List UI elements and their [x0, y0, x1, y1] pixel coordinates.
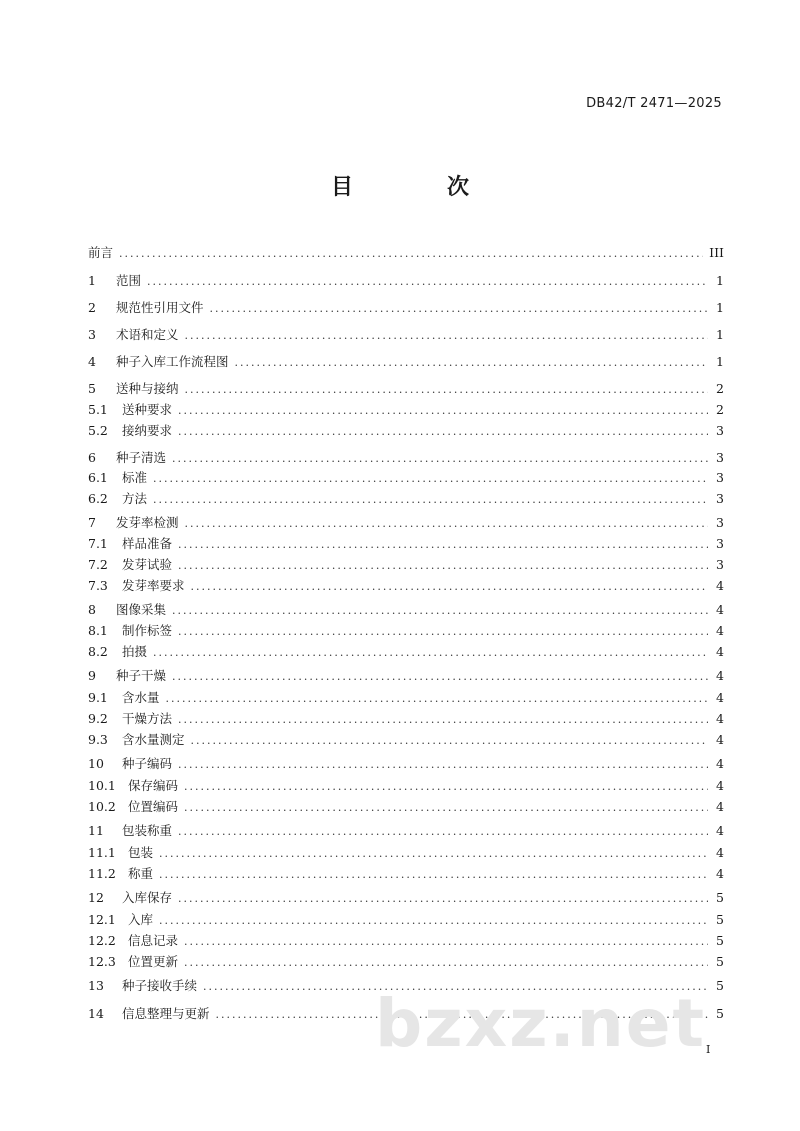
toc-entry[interactable] [88, 325, 724, 345]
toc-entry[interactable] [88, 576, 724, 596]
toc-entry-label: 样品准备 [122, 536, 173, 551]
toc-leader-dots [184, 956, 708, 969]
toc-entry-label: 位置编码 [128, 799, 179, 814]
toc-leader-dots [166, 692, 708, 705]
toc-entry-number: 10.1 [88, 778, 116, 793]
toc-entry-label: 接纳要求 [122, 423, 173, 438]
toc-leader-dots [178, 625, 708, 638]
toc-entry-number: 9.1 [88, 690, 108, 705]
toc-entry-number: 13 [88, 978, 104, 993]
toc-leader-dots [178, 713, 708, 726]
toc-entry-number: 10 [88, 756, 104, 771]
toc-entry[interactable] [88, 555, 724, 575]
toc-entry-page: 5 [716, 933, 724, 948]
toc-leader-dots [178, 404, 708, 417]
toc-leader-dots [210, 302, 708, 315]
toc-entry-page: 4 [716, 866, 724, 881]
toc-entry-label: 信息整理与更新 [122, 1006, 210, 1021]
toc-entry-page: III [709, 245, 724, 260]
toc-entry[interactable] [88, 666, 724, 686]
toc-entry[interactable] [88, 931, 724, 951]
toc-entry[interactable] [88, 421, 724, 441]
toc-leader-dots [172, 670, 708, 683]
toc-entry-label: 入库 [128, 912, 154, 927]
toc-leader-dots [235, 356, 708, 369]
toc-entry-page: 2 [716, 381, 724, 396]
toc-entry-number: 7.3 [88, 578, 108, 593]
toc-entry[interactable] [88, 864, 724, 884]
toc-entry-page: 4 [716, 690, 724, 705]
toc-entry[interactable] [88, 468, 724, 488]
toc-entry[interactable] [88, 709, 724, 729]
toc-entry-label: 种子入库工作流程图 [116, 354, 229, 369]
toc-entry[interactable] [88, 600, 724, 620]
toc-entry-label: 种子编码 [122, 756, 173, 771]
toc-entry-page: 2 [716, 402, 724, 417]
toc-leader-dots [153, 472, 708, 485]
toc-entry[interactable] [88, 797, 724, 817]
toc-leader-dots [178, 425, 708, 438]
toc-entry-number: 9 [88, 668, 96, 683]
toc-entry-label: 术语和定义 [116, 327, 179, 342]
toc-leader-dots [159, 914, 708, 927]
toc-entry-label: 含水量测定 [122, 732, 185, 747]
standard-code: DB42/T 2471—2025 [586, 96, 722, 111]
toc-entry-page: 1 [716, 354, 724, 369]
toc-entry-label: 方法 [122, 491, 148, 506]
toc-entry-number: 9.2 [88, 711, 108, 726]
toc-entry[interactable] [88, 298, 724, 318]
toc-entry-number: 8.1 [88, 623, 108, 638]
toc-entry-number: 9.3 [88, 732, 108, 747]
toc-entry[interactable] [88, 642, 724, 662]
toc-entry[interactable] [88, 776, 724, 796]
toc-entry-label: 拍摄 [122, 644, 148, 659]
toc-entry-number: 1 [88, 273, 96, 288]
toc-leader-dots [184, 780, 708, 793]
toc-entry-label: 含水量 [122, 690, 160, 705]
toc-entry-page: 4 [716, 623, 724, 638]
toc-entry[interactable] [88, 243, 724, 263]
toc-entry-label: 干燥方法 [122, 711, 173, 726]
toc-entry-page: 4 [716, 578, 724, 593]
toc-entry-label: 发芽率要求 [122, 578, 185, 593]
toc-entry-page: 4 [716, 778, 724, 793]
toc-entry-page: 4 [716, 644, 724, 659]
toc-entry-number: 12 [88, 890, 104, 905]
toc-entry-number: 6 [88, 450, 96, 465]
toc-entry-label: 种子清选 [116, 450, 167, 465]
toc-entry[interactable] [88, 379, 724, 399]
toc-entry-page: 3 [716, 557, 724, 572]
toc-entry[interactable] [88, 910, 724, 930]
toc-entry-page: 4 [716, 732, 724, 747]
toc-leader-dots [178, 538, 708, 551]
toc-entry-number: 7.2 [88, 557, 108, 572]
toc-entry-number: 14 [88, 1006, 104, 1021]
toc-entry-number: 6.1 [88, 470, 108, 485]
toc-entry-page: 5 [716, 954, 724, 969]
toc-entry-number: 12.1 [88, 912, 116, 927]
toc-entry[interactable] [88, 888, 724, 908]
page-title: 目 次 [330, 174, 505, 200]
toc-entry-page: 5 [716, 912, 724, 927]
toc-entry-number: 12.2 [88, 933, 116, 948]
toc-entry-label: 制作标签 [122, 623, 173, 638]
toc-leader-dots [184, 935, 708, 948]
toc-entry-number: 5.1 [88, 402, 108, 417]
toc-entry-page: 3 [716, 470, 724, 485]
toc-entry-number: 5.2 [88, 423, 108, 438]
toc-entry-label: 入库保存 [122, 890, 173, 905]
toc-entry-label: 前言 [88, 245, 114, 260]
toc-entry-label: 种子干燥 [116, 668, 167, 683]
page-number: I [706, 1043, 711, 1056]
toc-entry-label: 位置更新 [128, 954, 179, 969]
toc-entry[interactable] [88, 352, 724, 372]
toc-leader-dots [159, 847, 708, 860]
toc-entry-label: 图像采集 [116, 602, 167, 617]
toc-entry-page: 4 [716, 711, 724, 726]
toc-entry-page: 5 [716, 978, 724, 993]
toc-entry-label: 标准 [122, 470, 148, 485]
toc-entry-number: 7 [88, 515, 96, 530]
toc-entry-number: 2 [88, 300, 96, 315]
toc-entry-page: 4 [716, 756, 724, 771]
toc-entry-number: 6.2 [88, 491, 108, 506]
toc-entry[interactable] [88, 448, 724, 468]
toc-entry-page: 1 [716, 273, 724, 288]
toc-entry-number: 4 [88, 354, 96, 369]
toc-entry[interactable] [88, 754, 724, 774]
toc-entry-number: 7.1 [88, 536, 108, 551]
toc-entry-label: 信息记录 [128, 933, 179, 948]
toc-entry-page: 3 [716, 450, 724, 465]
toc-entry[interactable] [88, 400, 724, 420]
toc-entry-page: 1 [716, 300, 724, 315]
toc-entry[interactable] [88, 952, 724, 972]
toc-leader-dots [159, 868, 708, 881]
toc-entry[interactable] [88, 730, 724, 750]
toc-leader-dots [184, 801, 708, 814]
toc-entry-page: 4 [716, 668, 724, 683]
toc-leader-dots [185, 329, 708, 342]
toc-entry-number: 8.2 [88, 644, 108, 659]
toc-entry-number: 11 [88, 823, 104, 838]
toc-entry-page: 1 [716, 327, 724, 342]
toc-leader-dots [178, 825, 708, 838]
toc-entry-number: 11.1 [88, 845, 116, 860]
toc-entry-number: 11.2 [88, 866, 116, 881]
toc-entry-label: 发芽试验 [122, 557, 173, 572]
toc-entry-number: 5 [88, 381, 96, 396]
toc-entry-label: 送种与接纳 [116, 381, 179, 396]
toc-leader-dots [178, 892, 708, 905]
toc-entry-page: 3 [716, 491, 724, 506]
toc-entry-label: 规范性引用文件 [116, 300, 204, 315]
toc-entry-page: 5 [716, 1006, 724, 1021]
toc-leader-dots [185, 383, 708, 396]
toc-entry-label: 范围 [116, 273, 142, 288]
toc-entry[interactable] [88, 821, 724, 841]
toc-entry[interactable] [88, 271, 724, 291]
toc-entry[interactable] [88, 843, 724, 863]
toc-entry-page: 4 [716, 799, 724, 814]
toc-entry-page: 4 [716, 845, 724, 860]
toc-leader-dots [178, 559, 708, 572]
toc-entry-page: 4 [716, 602, 724, 617]
toc-entry-number: 3 [88, 327, 96, 342]
toc-entry[interactable] [88, 621, 724, 641]
toc-leader-dots [172, 452, 708, 465]
toc-leader-dots [147, 275, 708, 288]
toc-entry-number: 8 [88, 602, 96, 617]
toc-entry-label: 包装 [128, 845, 154, 860]
toc-entry[interactable] [88, 688, 724, 708]
toc-entry-page: 3 [716, 423, 724, 438]
toc-leader-dots [185, 517, 708, 530]
toc-entry-number: 10.2 [88, 799, 116, 814]
toc-entry[interactable] [88, 534, 724, 554]
toc-leader-dots [153, 646, 708, 659]
watermark: bzxz.net [375, 985, 707, 1062]
toc-entry[interactable] [88, 513, 724, 533]
toc-entry[interactable] [88, 489, 724, 509]
toc-entry-number: 12.3 [88, 954, 116, 969]
toc-leader-dots [119, 247, 703, 260]
toc-leader-dots [191, 734, 708, 747]
toc-entry-page: 3 [716, 536, 724, 551]
toc-entry-label: 种子接收手续 [122, 978, 198, 993]
toc-leader-dots [172, 604, 708, 617]
toc-entry-page: 3 [716, 515, 724, 530]
toc-entry-page: 4 [716, 823, 724, 838]
toc-leader-dots [178, 758, 708, 771]
toc-entry-label: 包装称重 [122, 823, 173, 838]
toc-entry-label: 发芽率检测 [116, 515, 179, 530]
toc-leader-dots [191, 580, 708, 593]
toc-entry-page: 5 [716, 890, 724, 905]
toc-entry-label: 称重 [128, 866, 154, 881]
toc-leader-dots [153, 493, 708, 506]
toc-entry-label: 送种要求 [122, 402, 173, 417]
toc-entry-label: 保存编码 [128, 778, 179, 793]
